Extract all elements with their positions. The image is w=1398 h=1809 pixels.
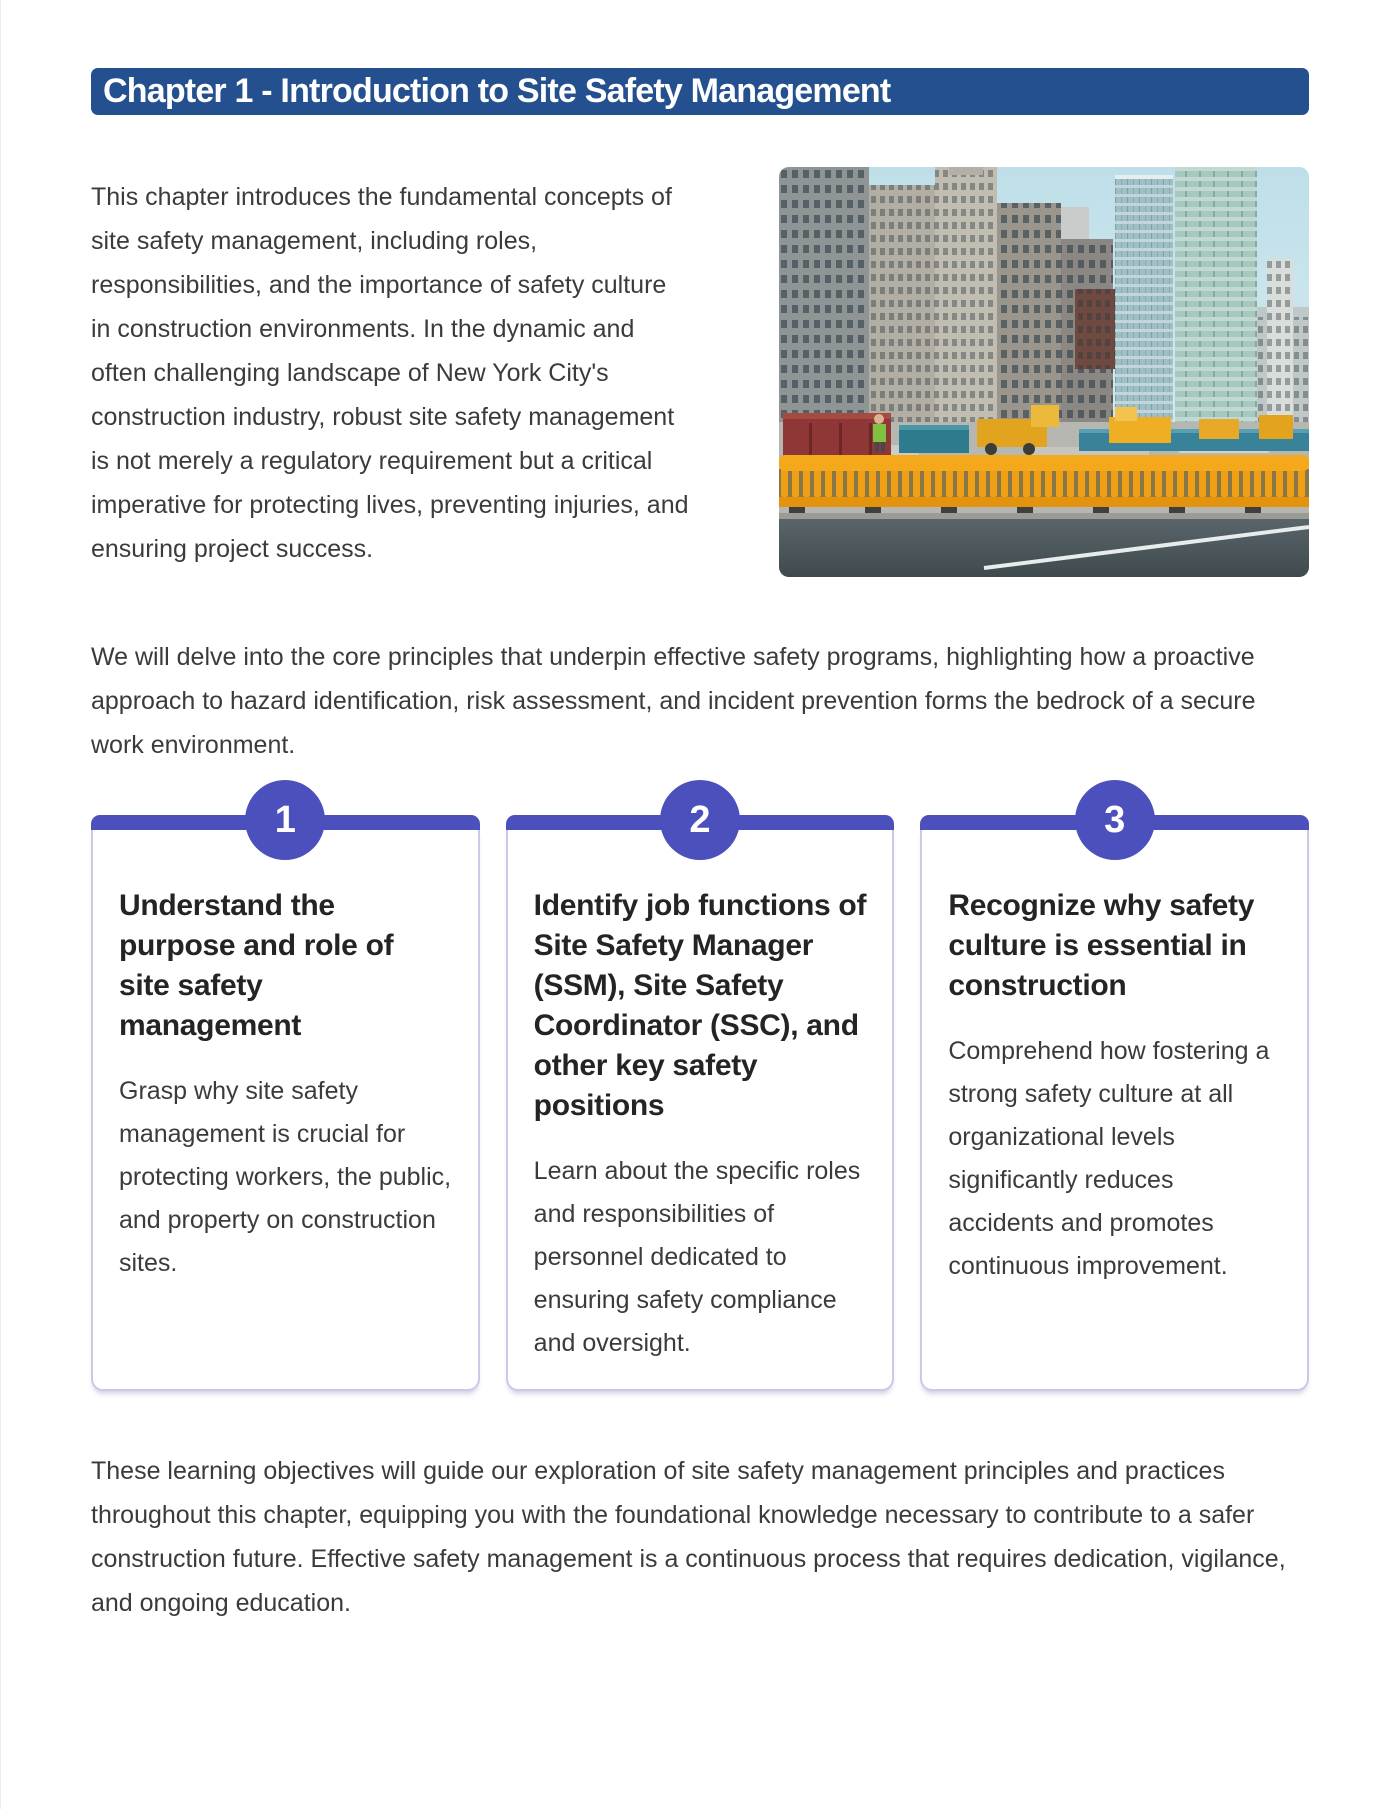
city-construction-illustration	[779, 167, 1309, 577]
objective-card-3	[920, 798, 1309, 1391]
objective-number: 1	[274, 798, 296, 841]
objective-number: 2	[689, 798, 711, 841]
hero-image	[779, 167, 1309, 577]
core-principles-paragraph: We will delve into the core principles that underpin effective safety programs, highlighting how a proactive approach to hazard identification, risk assessment, and incident prevention forms the bedrock of a secure work environment.	[91, 643, 1256, 759]
chapter-page	[1, 0, 1398, 1625]
objective-card-1	[91, 798, 480, 1391]
objective-title: Identify job functions of Site Safety Manager (SSM), Site Safety Coordinator (SSC), and other key safety positions	[533, 889, 867, 1122]
objective-number-badge	[1075, 780, 1155, 860]
objective-description: Grasp why site safety management is crucial for protecting workers, the public, and property on construction sites.	[119, 1077, 452, 1277]
chapter-header	[91, 68, 1309, 115]
chapter-title: Chapter 1 - Introduction to Site Safety Management	[103, 72, 891, 110]
card-body	[506, 830, 895, 1391]
card-body	[920, 830, 1309, 1391]
intro-section	[91, 167, 1309, 577]
card-body	[91, 830, 480, 1391]
objective-card-2	[506, 798, 895, 1391]
closing-paragraph: These learning objectives will guide our exploration of site safety management principles and practices throughout this chapter, equipping you with the foundational knowledge necessary to contribute to a safer construction future. Effective safety management is a continuous process that requires dedication, vigilance, and ongoing education.	[91, 1457, 1286, 1617]
objective-title: Recognize why safety culture is essential in construction	[948, 889, 1255, 1002]
intro-paragraph: This chapter introduces the fundamental concepts of site safety management, including roles, responsibilities, and the importance of safety culture in construction environments. In the dynamic and often challenging landscape of New York City's construction industry, robust site safety management is not merely a regulatory requirement but a critical imperative for protecting lives, preventing injuries, and ensuring project success.	[91, 183, 689, 563]
objective-number: 3	[1104, 798, 1126, 841]
objective-number-badge	[245, 780, 325, 860]
learning-objectives-section	[91, 780, 1309, 1391]
objective-description: Comprehend how fostering a strong safety culture at all organizational levels significantly reduces accidents and promotes continuous improvement.	[948, 1037, 1270, 1280]
objective-title: Understand the purpose and role of site safety management	[119, 889, 394, 1042]
objective-number-badge	[660, 780, 740, 860]
objective-description: Learn about the specific roles and responsibilities of personnel dedicated to ensuring safety compliance and oversight.	[533, 1157, 861, 1357]
